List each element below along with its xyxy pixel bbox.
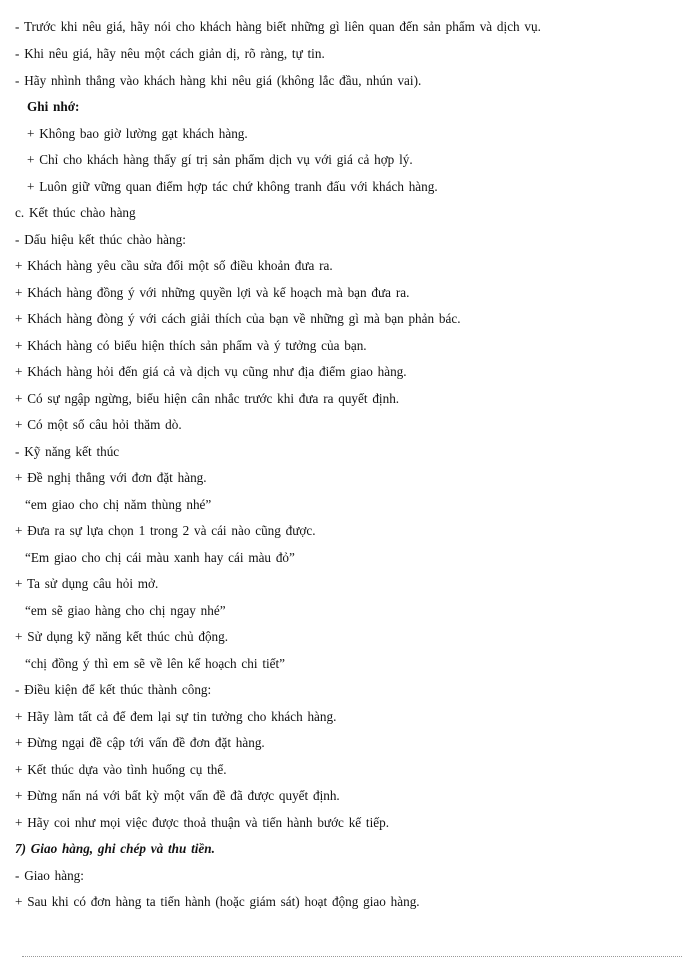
text-line: + Khách hàng hỏi đến giá cả và dịch vụ cũng như địa điểm giao hàng. (15, 364, 407, 379)
text-line: - Hãy nhình thẳng vào khách hàng khi nêu giá (không lắc đầu, nhún vai). (15, 73, 422, 88)
section-heading: c. Kết thúc chào hàng (15, 205, 136, 220)
text-line: + Luôn giữ vững quan điểm hợp tác chứ không tranh đấu với khách hàng. (27, 179, 438, 194)
text-line: + Khách hàng có biểu hiện thích sản phẩm và ý tưởng của bạn. (15, 338, 367, 353)
text-line: + Chỉ cho khách hàng thấy gí trị sản phẩm dịch vụ với giá cả hợp lý. (27, 152, 413, 167)
example-quote: “em sẽ giao hàng cho chị ngay nhé” (25, 603, 226, 618)
text-line: + Khách hàng đòng ý với cách giải thích của bạn về những gì mà bạn phản bác. (15, 311, 461, 326)
text-line: + Đưa ra sự lựa chọn 1 trong 2 và cái nào cũng được. (15, 523, 316, 538)
text-line: + Có sự ngập ngừng, biểu hiện cân nhắc trước khi đưa ra quyết định. (15, 391, 400, 406)
section-heading: 7) Giao hàng, ghi chép và thu tiền. (15, 841, 215, 856)
text-line: + Hãy coi như mọi việc được thoả thuận và tiến hành bước kế tiếp. (15, 815, 390, 830)
text-line: + Ta sử dụng câu hỏi mở. (15, 576, 159, 591)
text-line: + Hãy làm tất cả để đem lại sự tin tưởng cho khách hàng. (15, 709, 337, 724)
text-line: + Kết thúc dựa vào tình huống cụ thể. (15, 762, 227, 777)
page-bottom-rule (22, 956, 682, 957)
text-line: + Đừng ngại đề cập tới vấn đề đơn đặt hàng. (15, 735, 265, 750)
text-line: + Sau khi có đơn hàng ta tiến hành (hoặc giám sát) hoạt động giao hàng. (15, 894, 420, 909)
text-line: - Khi nêu giá, hãy nêu một cách giản dị, rõ ràng, tự tin. (15, 46, 325, 61)
text-line: - Trước khi nêu giá, hãy nói cho khách hàng biết những gì liên quan đến sản phẩm và dịch vụ. (15, 19, 541, 34)
text-line: - Điều kiện để kết thúc thành công: (15, 682, 212, 697)
text-line: - Kỹ năng kết thúc (15, 444, 120, 459)
note-heading: Ghi nhớ: (27, 99, 80, 114)
example-quote: “Em giao cho chị cái màu xanh hay cái màu đỏ” (25, 550, 295, 565)
text-line: + Khách hàng đồng ý với những quyền lợi và kế hoạch mà bạn đưa ra. (15, 285, 410, 300)
text-line: - Dấu hiệu kết thúc chào hàng: (15, 232, 186, 247)
text-line: + Sử dụng kỹ năng kết thúc chủ động. (15, 629, 229, 644)
text-line: + Khách hàng yêu cầu sửa đổi một số điều khoản đưa ra. (15, 258, 333, 273)
text-line: - Giao hàng: (15, 868, 84, 883)
example-quote: “em giao cho chị năm thùng nhé” (25, 497, 212, 512)
text-line: + Đề nghị thẳng với đơn đặt hàng. (15, 470, 207, 485)
text-line: + Không bao giờ lường gạt khách hàng. (27, 126, 248, 141)
text-line: + Đừng nấn ná với bất kỳ một vấn đề đã được quyết định. (15, 788, 340, 803)
example-quote: “chị đồng ý thì em sẽ về lên kế hoạch chi tiết” (25, 656, 286, 671)
text-line: + Có một số câu hỏi thăm dò. (15, 417, 182, 432)
